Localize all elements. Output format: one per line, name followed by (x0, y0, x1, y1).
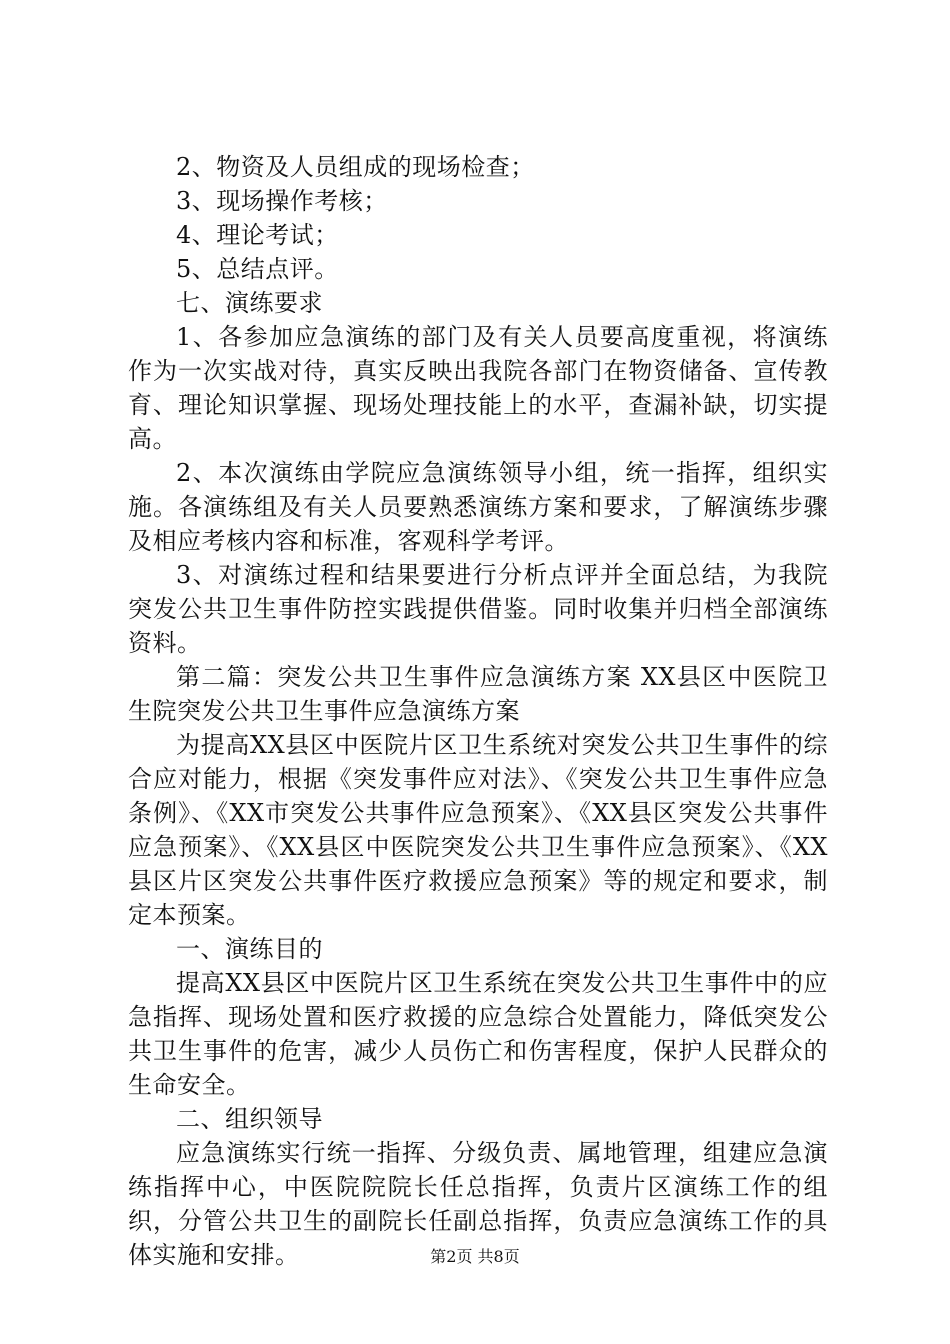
paragraph-item-4: 4、理论考试； (176, 221, 339, 249)
requirement-paragraph-1: 1、各参加应急演练的部门及有关人员要高度重视，将演练作为一次实战对待，真实反映出我院各部门在物资储备、宣传教育、理论知识掌握、现场处理技能上的水平，查漏补缺，切实提高。 (128, 323, 828, 453)
requirement-paragraph-3: 3、对演练过程和结果要进行分析点评并全面总结，为我院突发公共卫生事件防控实践提供借鉴。同时收集并归档全部演练资料。 (128, 561, 828, 657)
paragraph-item-5: 5、总结点评。 (176, 255, 339, 283)
section-heading-requirements: 七、演练要求 (176, 289, 323, 317)
paragraph-item-2: 2、物资及人员组成的现场检查； (176, 153, 535, 181)
intro-paragraph: 为提高XX县区中医院片区卫生系统对突发公共卫生事件的综合应对能力，根据《突发事件应对法》、《突发公共卫生事件应急条例》、《XX市突发公共事件应急预案》、《XX县区突发公共事件应急预案》、《XX县区中医院突发公共卫生事件应急预案》、《XX县区片区突发公共事件医疗救援应急预案》等的规定和要求，制定本预案。 (128, 731, 828, 929)
organization-paragraph: 应急演练实行统一指挥、分级负责、属地管理，组建应急演练指挥中心，中医院院院长任总指挥，负责片区演练工作的组织，分管公共卫生的副院长任副总指挥，负责应急演练工作的具体实施和安排。 (128, 1139, 828, 1269)
page-number-footer: 第2页 共8页 (430, 1247, 520, 1266)
section-heading-organization: 二、组织领导 (176, 1105, 323, 1133)
purpose-paragraph: 提高XX县区中医院片区卫生系统在突发公共卫生事件中的应急指挥、现场处置和医疗救援的应急综合处置能力，降低突发公共卫生事件的危害，减少人员伤亡和伤害程度，保护人民群众的生命安全。 (128, 969, 828, 1099)
requirement-paragraph-2: 2、本次演练由学院应急演练领导小组，统一指挥，组织实施。各演练组及有关人员要熟悉演练方案和要求，了解演练步骤及相应考核内容和标准，客观科学考评。 (128, 459, 828, 555)
part-two-title: 第二篇：突发公共卫生事件应急演练方案 XX县区中医院卫生院突发公共卫生事件应急演练方案 (128, 663, 828, 725)
section-heading-purpose: 一、演练目的 (176, 935, 323, 963)
paragraph-item-3: 3、现场操作考核； (176, 187, 388, 215)
document-body (128, 150, 828, 1272)
